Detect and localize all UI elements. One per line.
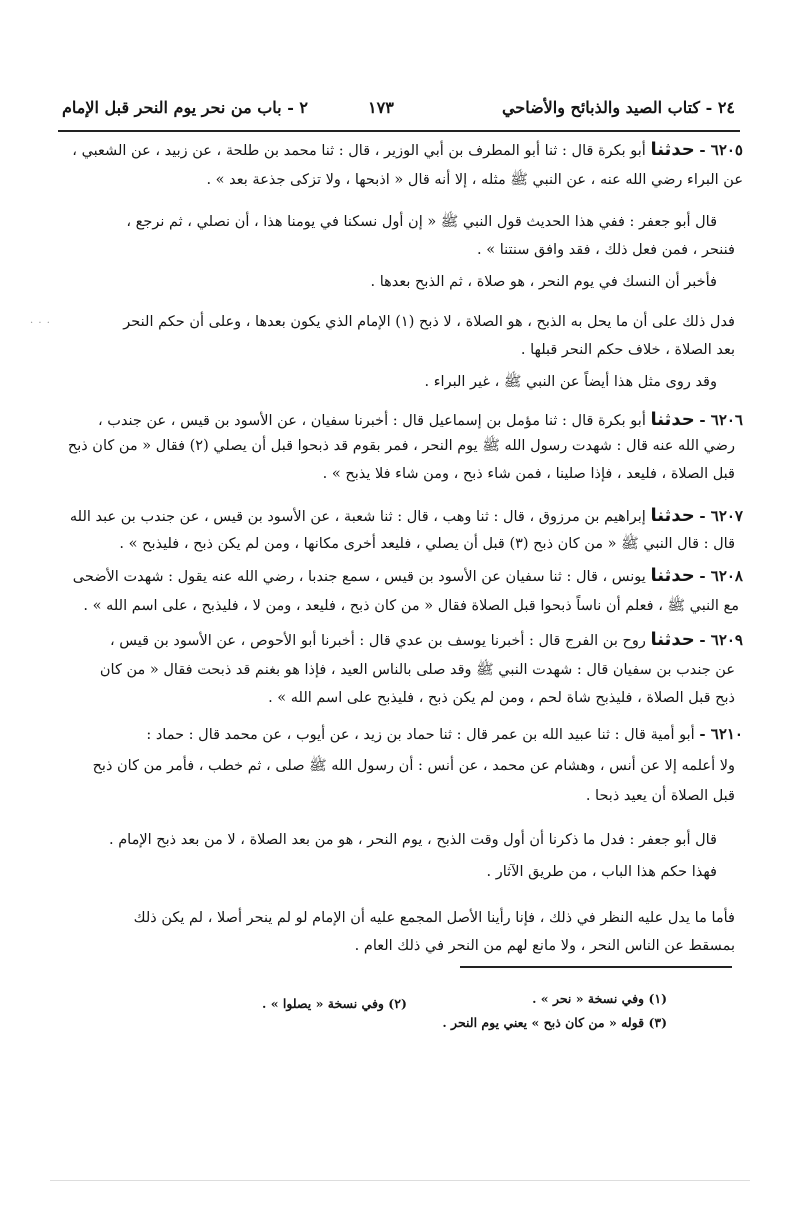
hadith-number: ٦٢١٠ - <box>699 725 743 743</box>
comment-3-line-1: فدل ذلك على أن ما يحل به الذبح ، هو الصلاة ، لا ذبح (١) الإمام الذي يكون بعدها ، وعلى أن حكم النحر <box>123 314 735 330</box>
hadith-number: ٦٢٠٩ - <box>699 631 743 649</box>
header-rule <box>58 130 740 132</box>
hadith-text: إبراهيم بن مرزوق ، قال : ثنا وهب ، قال : ثنا شعبة ، عن الأسود بن قيس ، عن جندب بن عبد الله <box>69 509 646 525</box>
chapter-title: ٢ - باب من نحر يوم النحر قبل الإمام <box>62 98 308 117</box>
hadith-text: روح بن الفرج قال : أخبرنا يوسف بن عدي قال : أخبرنا أبو الأحوص ، عن الأسود بن قيس ، <box>109 633 646 649</box>
page-number: ١٧٣ <box>368 98 394 117</box>
footnote-1: (١) وفي نسخة « نحر » . <box>532 991 667 1006</box>
hadith-marker: حدثنا <box>650 505 695 526</box>
footnote-2: (٢) وفي نسخة « يصلوا » . <box>262 996 407 1011</box>
hadith-6207-line-1 <box>70 506 743 527</box>
hadith-number: ٦٢٠٨ - <box>699 567 743 585</box>
hadith-6209-line-3: ذبح قبل الصلاة ، فليذبح شاة لحم ، ومن لم يكن ذبح ، فليذبح على اسم الله » . <box>268 690 735 706</box>
hadith-6210-line-2: ولا أعلمه إلا عن أنس ، وهشام عن محمد ، عن أنس : أن رسول الله ﷺ صلى ، ثم خطب ، فأمر من كان ذبح <box>92 758 735 774</box>
margin-mark: · · · <box>30 318 51 329</box>
hadith-6207-line-2: قال : قال النبي ﷺ « من كان ذبح (٣) قبل أن يصلي ، فليعد أخرى مكانها ، ومن لم يكن ذبح ، فليذبح » . <box>119 536 735 552</box>
hadith-number: ٦٢٠٧ - <box>699 507 743 525</box>
comment-3-line-2: بعد الصلاة ، خلاف حكم النحر قبلها . <box>520 342 735 358</box>
hadith-6206-line-3: قبل الصلاة ، فليعد ، فإذا صلينا ، فمن شاء ذبح ، ومن شاء فلا يذبح » . <box>322 466 735 482</box>
comment-1-line-2: فننحر ، فمن فعل ذلك ، فقد وافق سنتنا » . <box>477 242 735 258</box>
conclusion-1-line-1: قال أبو جعفر : فدل ما ذكرنا أن أول وقت الذبح ، يوم النحر ، هو من بعد الصلاة ، لا من بعد ذبح الإمام . <box>108 832 717 848</box>
hadith-6209-line-1 <box>110 630 743 651</box>
book-title: ٢٤ - كتاب الصيد والذبائح والأضاحي <box>501 98 735 117</box>
comment-1-line-1: قال أبو جعفر : ففي هذا الحديث قول النبي ﷺ « إن أول نسكنا في يومنا هذا ، أن نصلي ، ثم نرجع ، <box>126 214 717 230</box>
footnote-rule <box>460 966 732 968</box>
hadith-6208-line-1 <box>73 566 743 587</box>
hadith-number: ٦٢٠٥ - <box>699 141 743 159</box>
hadith-6205-line-2: عن البراء رضي الله عنه ، عن النبي ﷺ مثله ، إلا أنه قال « اذبحها ، ولا تزكى جذعة بعد » . <box>206 172 743 188</box>
hadith-text: أبو بكرة قال : ثنا مؤمل بن إسماعيل قال : أخبرنا سفيان ، عن الأسود بن قيس ، عن جندب ، <box>98 413 646 429</box>
hadith-marker: حدثنا <box>650 139 695 160</box>
comment-4: وقد روى مثل هذا أيضاً عن النبي ﷺ ، غير البراء . <box>424 374 717 390</box>
conclusion-2-line-2: بمسقط عن الناس النحر ، ولا مانع لهم من النحر في ذلك العام . <box>354 938 735 954</box>
hadith-6205-line-1 <box>72 140 743 161</box>
hadith-6210-line-3: قبل الصلاة أن يعيد ذبحا . <box>585 788 735 804</box>
hadith-marker: حدثنا <box>650 565 695 586</box>
hadith-6209-line-2: عن جندب بن سفيان قال : شهدت النبي ﷺ وقد صلى بالناس العيد ، فإذا هو بغنم قد ذبحت فقال « من كان <box>99 662 735 678</box>
hadith-6206-line-1 <box>98 410 743 431</box>
hadith-text: أبو بكرة قال : ثنا أبو المطرف بن أبي الوزير ، قال : ثنا محمد بن طلحة ، عن زبيد ، عن الشعبي ، <box>72 143 646 159</box>
hadith-text: أبو أمية قال : ثنا عبيد الله بن عمر قال : ثنا حماد بن زيد ، عن أيوب ، عن محمد قال : حماد : <box>146 727 695 743</box>
hadith-text: يونس ، قال : ثنا سفيان عن الأسود بن قيس ، سمع جندبا ، رضي الله عنه يقول : شهدت الأضحى <box>72 569 646 585</box>
comment-2: فأخبر أن النسك في يوم النحر ، هو صلاة ، ثم الذبح بعدها . <box>370 274 717 290</box>
hadith-number: ٦٢٠٦ - <box>699 411 743 429</box>
hadith-marker: حدثنا <box>650 409 695 430</box>
conclusion-2-line-1: فأما ما يدل عليه النظر في ذلك ، فإنا رأينا الأصل المجمع عليه أن الإمام لو لم ينحر أصلا ، لم يكن ذلك <box>133 910 735 926</box>
hadith-marker: حدثنا <box>650 629 695 650</box>
hadith-6210-line-1 <box>146 724 743 745</box>
hadith-6208-line-2: مع النبي ﷺ ، فعلم أن ناساً ذبحوا قبل الصلاة فقال « من كان ذبح ، فليعد ، ومن لا ، فليذبح ، على اسم الله » . <box>83 598 739 614</box>
hadith-6206-line-2: رضي الله عنه قال : شهدت رسول الله ﷺ يوم النحر ، فمر بقوم قد ذبحوا قبل أن يصلي (٢) فقال « من كان ذبح <box>67 438 735 454</box>
scan-edge <box>50 1180 750 1181</box>
conclusion-1-line-2: فهذا حكم هذا الباب ، من طريق الآثار . <box>486 864 717 880</box>
footnote-3: (٣) قوله « من كان ذبح » يعني يوم النحر . <box>442 1015 667 1030</box>
